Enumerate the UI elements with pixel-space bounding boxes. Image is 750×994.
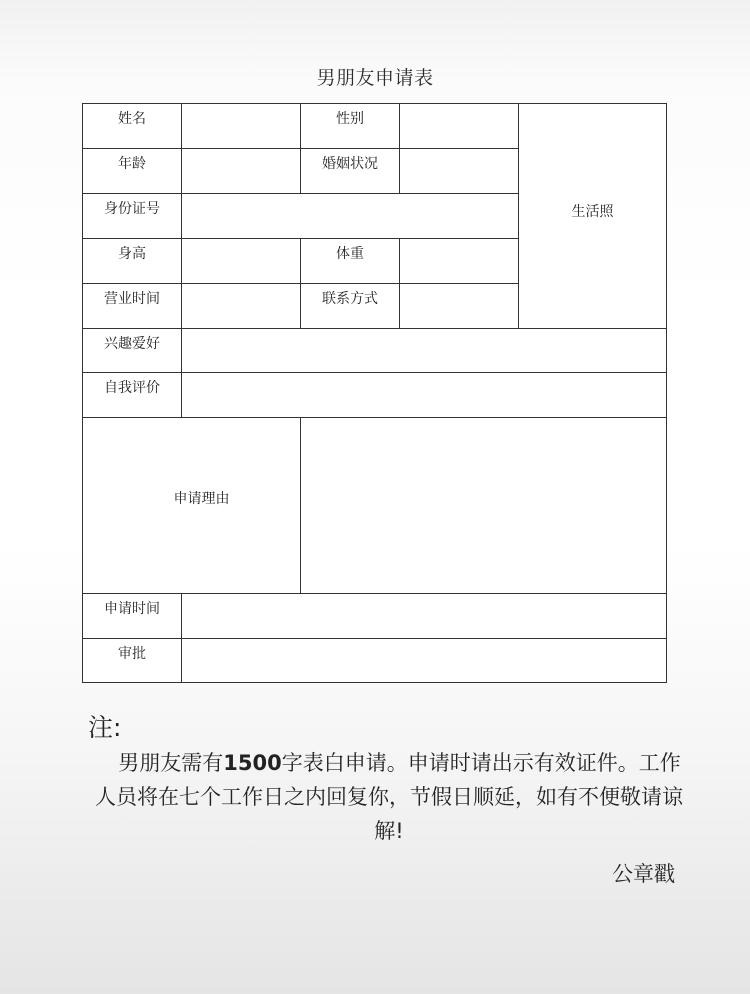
business-hours-label: 营业时间: [83, 284, 182, 329]
note-text-before: 男朋友需有: [118, 751, 224, 775]
age-label: 年龄: [83, 149, 182, 194]
note-heading: 注:: [88, 713, 122, 742]
form-title: 男朋友申请表: [316, 67, 434, 89]
official-stamp-label: 公章戳: [612, 862, 675, 886]
id-number-field[interactable]: [182, 194, 519, 239]
height-field[interactable]: [182, 239, 301, 284]
name-field[interactable]: [182, 104, 301, 149]
note-body: [92, 746, 686, 848]
height-label: 身高: [83, 239, 182, 284]
hobbies-label: 兴趣爱好: [83, 329, 182, 373]
self-evaluation-label: 自我评价: [83, 373, 182, 418]
photo-label: 生活照: [571, 204, 614, 220]
approval-label: 审批: [83, 639, 182, 683]
weight-field[interactable]: [400, 239, 519, 284]
name-label: 姓名: [83, 104, 182, 149]
contact-label: 联系方式: [301, 284, 400, 329]
self-evaluation-field[interactable]: [182, 373, 667, 418]
id-number-label: 身份证号: [83, 194, 182, 239]
photo-box[interactable]: [519, 104, 667, 329]
application-reason-label: 申请理由: [83, 418, 301, 594]
application-form-table: [82, 103, 667, 683]
contact-field[interactable]: [400, 284, 519, 329]
marital-status-field[interactable]: [400, 149, 519, 194]
application-time-label: 申请时间: [83, 594, 182, 639]
gender-field[interactable]: [400, 104, 519, 149]
marital-status-label: 婚姻状况: [301, 149, 400, 194]
age-field[interactable]: [182, 149, 301, 194]
hobbies-field[interactable]: [182, 329, 667, 373]
weight-label: 体重: [301, 239, 400, 284]
business-hours-field[interactable]: [182, 284, 301, 329]
approval-field[interactable]: [182, 639, 667, 683]
gender-label: 性别: [301, 104, 400, 149]
note-number: 1500: [223, 751, 282, 775]
application-reason-field[interactable]: [301, 418, 667, 594]
note-text-after: 字表白申请。申请时请出示有效证件。工作人员将在七个工作日之内回复你，节假日顺延，如有不便敬请谅解!: [95, 751, 683, 843]
application-time-field[interactable]: [182, 594, 667, 639]
